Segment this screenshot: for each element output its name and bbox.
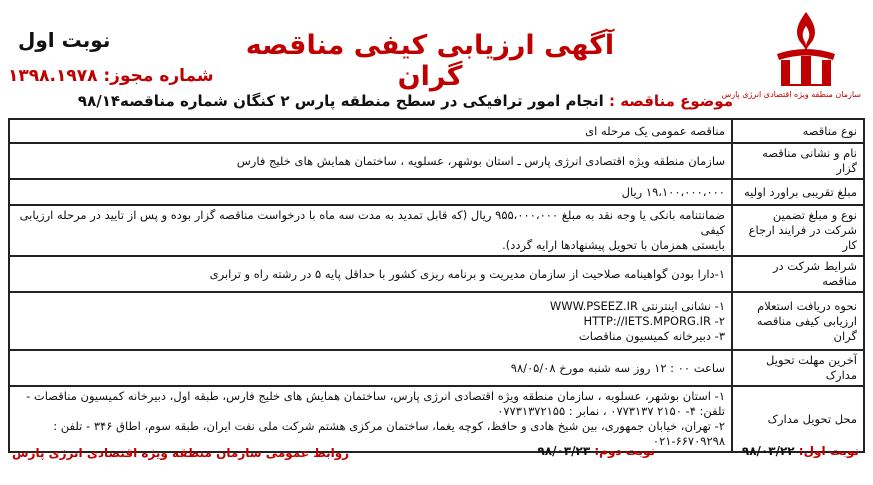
flame-logo-icon <box>767 8 845 88</box>
round-label: نوبت اول <box>18 28 111 52</box>
table-row <box>9 292 864 350</box>
row-value <box>9 350 732 386</box>
subject-line <box>77 92 733 110</box>
table-row <box>9 143 864 179</box>
row-value <box>9 205 732 256</box>
notice-footer <box>8 444 865 464</box>
row-value-line: ضمانتنامه بانکی یا وجه نقد به مبلغ ۹۵۵،۰۰۰،۰۰۰ ریال (که قابل تمدید به مدت سه ماه با درخواست مناقصه گزار بوده و پس از تایید در مرحله ارزیابی کیفی <box>19 208 725 237</box>
row-value-line: ۲- تهران، خیابان جمهوری، بین شیخ هادی و حافظ، کوچه یغما، ساختمان مرکزی هشتم شرکت ملی نفت ایران، طبقه سوم، اطاق ۳۴۶ - تلفن : ۶۶۷۰۹۲۹۸-۰۲۱ <box>53 419 725 448</box>
row-label: شرایط شرکت در مناقصه <box>732 256 864 292</box>
logo-caption: سازمان منطقه ویژه اقتصادی انرژی پارس <box>721 90 861 99</box>
table-row <box>9 256 864 292</box>
row-value <box>9 292 732 350</box>
row-label: آخرین مهلت تحویل مدارک <box>732 350 864 386</box>
row-label: نام و نشانی مناقصه گزار <box>732 143 864 179</box>
row-value-line: ۱- نشانی اینترنتی WWW.PSEEZ.IR <box>549 298 725 313</box>
first-publication-date: ۹۸/۰۳/۲۲ <box>741 444 795 458</box>
row-label: نوع و مبلغ تضمین شرکت در فرایند ارجاع کار <box>732 205 864 256</box>
subject-label: موضوع مناقصه : <box>608 92 733 110</box>
row-value-line: بایستی همزمان با تحویل پیشنهادها ارایه گردد). <box>502 238 725 252</box>
permit-number: شماره مجوز: ۱۳۹۸.۱۹۷۸ <box>8 66 214 86</box>
row-value-line: ساعت ۰۰ : ۱۲ روز سه شنبه مورخ ۹۸/۰۵/۰۸ <box>510 360 725 375</box>
row-label: محل تحویل مدارک <box>732 386 864 452</box>
table-row <box>9 350 864 386</box>
row-value-line: سازمان منطقه ویژه اقتصادی انرژی پارس ـ استان بوشهر، عسلویه ، ساختمان همایش های خلیج فارس <box>236 153 725 168</box>
row-value <box>9 179 732 205</box>
row-value-line: ۲- HTTP://IETS.MPORG.IR <box>583 313 725 328</box>
org-logo <box>721 8 861 112</box>
row-value-line: ۳- دبیرخانه کمیسیون مناقصات <box>578 328 725 343</box>
subject-text: انجام امور ترافیکی در سطح منطقه پارس ۲ کنگان شماره مناقصه۹۸/۱۴ <box>77 92 604 110</box>
row-value <box>9 386 732 452</box>
second-publication-date: ۹۸/۰۳/۲۳ <box>537 444 591 458</box>
tender-details-table <box>8 118 865 453</box>
row-value-line: ۱-دارا بودن گواهینامه صلاحیت از سازمان مدیریت و برنامه ریزی کشور با حداقل پایه ۵ در رشته راه و ترابری <box>209 266 725 281</box>
first-publication-label: نوبت اول: <box>798 444 859 458</box>
row-label: نوع مناقصه <box>732 119 864 143</box>
public-relations-signature: روابط عمومی سازمان منطقه ویژه اقتصادی انرژی پارس <box>12 446 350 460</box>
table-row <box>9 119 864 143</box>
row-value <box>9 119 732 143</box>
table-row <box>9 386 864 452</box>
row-value <box>9 143 732 179</box>
notice-title: آگهی ارزیابی کیفی مناقصه گران <box>245 30 615 92</box>
row-label: مبلغ تقریبی براورد اولیه <box>732 179 864 205</box>
row-value-line: مناقصه عمومی یک مرحله ای <box>585 123 725 138</box>
first-publication <box>742 444 859 458</box>
table-row <box>9 179 864 205</box>
row-value-line: ۱- استان بوشهر، عسلویه ، سازمان منطقه ویژه اقتصادی انرژی پارس، ساختمان همایش های خلیج فارس، طبقه اول، دبیرخانه کمیسیون مناقصات - <box>26 389 725 403</box>
row-value-line: ۱۹،۱۰۰،۰۰۰،۰۰۰ ریال <box>621 184 725 199</box>
row-label: نحوه دریافت استعلام ارزیابی کیفی مناقصه گران <box>732 292 864 350</box>
row-value-line: تلفن: ۴- ۲۱۵۰ ۰۷۷۳۱۳۷ ، نمابر : ۰۷۷۳۱۳۷۲۱۵۵ <box>497 404 725 418</box>
second-publication-label: نوبت دوم: <box>594 444 655 458</box>
row-value <box>9 256 732 292</box>
table-row <box>9 205 864 256</box>
second-publication <box>537 444 655 458</box>
